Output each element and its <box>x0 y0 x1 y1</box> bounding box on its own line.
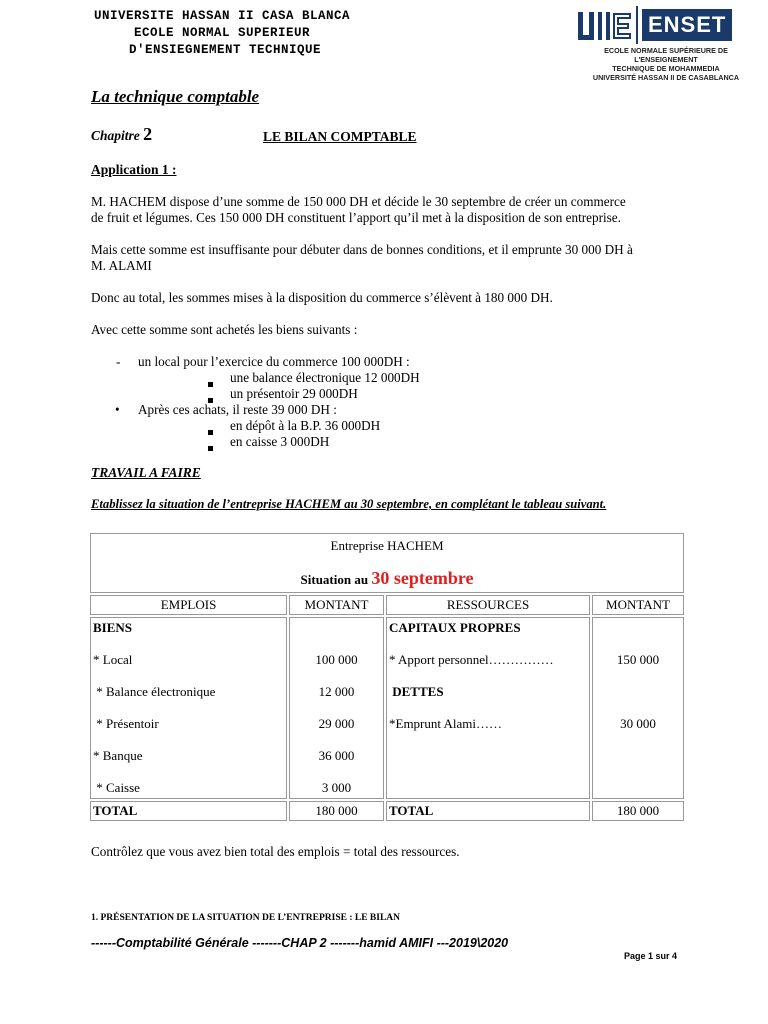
instruction-text: Etablissez la situation de l’entreprise HACHEM au 30 septembre, en complétant le tableau suivant. <box>91 497 607 511</box>
list-subitem-presentoir: un présentoir 29 000DH <box>230 386 358 401</box>
ressource-amount-emprunt: 30 000 <box>620 716 656 731</box>
section-capitaux: CAPITAUX PROPRES <box>389 620 521 635</box>
logo-caption-3: UNIVERSITÉ HASSAN II DE CASABLANCA <box>592 73 740 82</box>
emploi-amount-local: 100 000 <box>315 652 358 667</box>
paragraph-2b: M. ALAMI <box>91 258 152 273</box>
emplois-amount-cell <box>289 617 384 799</box>
logo-brand: ENSET <box>642 9 732 41</box>
emploi-amount-presentoir: 29 000 <box>318 716 355 731</box>
chapter-title: LE BILAN COMPTABLE <box>263 129 417 144</box>
bilan-table <box>88 531 686 823</box>
logo-caption-1: ECOLE NORMALE SUPÉRIEURE DE L'ENSEIGNEMENT <box>604 46 728 64</box>
paragraph-1b: de fruit et légumes. Ces 150 000 DH constituent l’apport qu’il met à la disposition de son entreprise. <box>91 210 621 225</box>
header-montant-emplois: MONTANT <box>289 595 384 615</box>
list-subitem-balance: une balance électronique 12 000DH <box>230 370 420 385</box>
round-bullet-icon: • <box>115 402 120 417</box>
emploi-label-local: * Local <box>93 652 133 667</box>
header-montant-ressources: MONTANT <box>592 595 684 615</box>
list-item-local: un local pour l’exercice du commerce 100 000DH : <box>138 354 410 369</box>
section-dettes: DETTES <box>389 684 444 699</box>
control-text: Contrôlez que vous avez bien total des emplois = total des ressources. <box>91 844 460 859</box>
course-title: La technique comptable <box>91 87 260 106</box>
emploi-amount-caisse: 3 000 <box>321 780 352 795</box>
section-footer-title: 1. PRÉSENTATION DE LA SITUATION DE L’ENTREPRISE : LE BILAN <box>91 913 401 923</box>
square-bullet-icon <box>208 438 213 456</box>
ressource-emprunt: *Emprunt Alami…… <box>389 716 503 731</box>
ressources-cell <box>386 617 590 799</box>
list-subitem-depot: en dépôt à la B.P. 36 000DH <box>230 418 381 433</box>
situation-date: 30 septembre <box>371 568 474 588</box>
company-name: Entreprise HACHEM <box>330 538 444 553</box>
header-emplois: EMPLOIS <box>90 595 287 615</box>
school-name: ECOLE NORMAL SUPERIEUR <box>134 26 311 40</box>
emploi-amount-balance: 12 000 <box>318 684 355 699</box>
emplois-cell <box>90 617 287 799</box>
application-heading: Application 1 : <box>91 162 177 177</box>
situation-line: Situation au 30 septembre <box>300 568 474 588</box>
emploi-label-banque: * Banque <box>93 748 143 763</box>
travail-heading: TRAVAIL A FAIRE <box>91 465 201 480</box>
section-biens: BIENS <box>93 620 133 635</box>
total-label-emplois: TOTAL <box>90 801 287 821</box>
total-ressources: 180 000 <box>592 801 684 821</box>
emploi-label-presentoir: * Présentoir <box>93 716 159 731</box>
page-number: Page 1 sur 4 <box>624 951 678 961</box>
header-ressources: RESSOURCES <box>386 595 590 615</box>
paragraph-1a: M. HACHEM dispose d’une somme de 150 000 DH et décide le 30 septembre de créer un commerce <box>91 194 626 209</box>
paragraph-3: Donc au total, les sommes mises à la disposition du commerce s’élèvent à 180 000 DH. <box>91 290 553 305</box>
chapter-label: Chapitre 2 <box>91 124 153 144</box>
emploi-amount-banque: 36 000 <box>318 748 355 763</box>
logo-caption-2: TECHNIQUE DE MOHAMMEDIA <box>612 64 720 73</box>
university-name: UNIVERSITE HASSAN II CASA BLANCA <box>94 9 351 23</box>
paragraph-2a: Mais cette somme est insuffisante pour débuter dans de bonnes conditions, et il emprunte 30 000 DH à <box>91 242 633 257</box>
dash-marker: - <box>116 354 121 369</box>
emploi-label-balance: * Balance électronique <box>93 684 216 699</box>
list-item-reste: Après ces achats, il reste 39 000 DH : <box>138 402 337 417</box>
ressources-amount-cell <box>592 617 684 799</box>
school-subtitle: D'ENSIEGNEMENT TECHNIQUE <box>129 43 322 57</box>
course-footer: ------Comptabilité Générale -------CHAP 2 -------hamid AMIFI ---2019\2020 <box>91 936 509 950</box>
ressource-apport: * Apport personnel…………… <box>389 652 554 667</box>
ressource-amount-apport: 150 000 <box>616 652 660 667</box>
enset-logo <box>576 6 756 82</box>
university-emblem-icon <box>576 8 634 42</box>
chapter-number: 2 <box>143 124 153 144</box>
paragraph-4: Avec cette somme sont achetés les biens suivants : <box>91 322 358 337</box>
total-label-ressources: TOTAL <box>386 801 590 821</box>
emploi-label-caisse: * Caisse <box>93 780 140 795</box>
list-subitem-caisse: en caisse 3 000DH <box>230 434 330 449</box>
total-emplois: 180 000 <box>289 801 384 821</box>
table-title-cell <box>90 533 684 593</box>
